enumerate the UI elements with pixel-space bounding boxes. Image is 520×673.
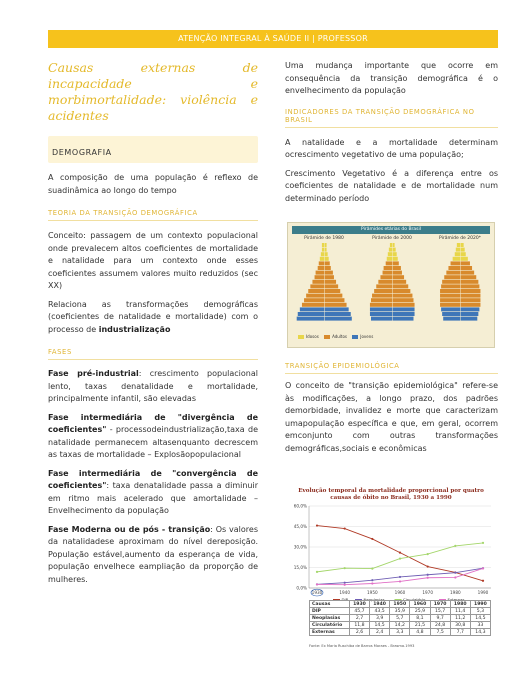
pyramid-bar-female [325, 317, 352, 321]
table-cell: 1960 [410, 601, 430, 608]
pyramid-bar-male [455, 252, 460, 256]
pyramid-bar-female [325, 257, 329, 261]
pyramid-bar-male [453, 257, 460, 261]
pyramid-bar-female [325, 252, 328, 256]
pyramid-bar-male [376, 284, 392, 288]
legend-label: Neoplasias [363, 597, 385, 602]
pyramid-bar-female [393, 312, 415, 316]
series-point [371, 582, 373, 584]
page-title: Causas externas de incapacidade e morbimortalidade: violência e acidentes [48, 60, 258, 123]
series-point [399, 580, 401, 582]
fase-4 [48, 524, 258, 587]
table-cell: 3,9 [370, 615, 390, 622]
pyramid-bar-male [371, 298, 392, 302]
x-tick-label: 1930 [311, 590, 323, 595]
pyramid-bar-female [325, 298, 345, 302]
fase-4-text: : Os valores da natalidadese aproximam do nível dereposição. População estável,aumento da esperança de vida, população envelhece eampliação da proporção de mulheres. [48, 524, 259, 584]
chart-table [309, 600, 491, 636]
pyramid-bar-female [461, 243, 464, 247]
table-cell: 25,9 [410, 608, 430, 615]
pyramid-bar-female [325, 243, 327, 247]
series-point [344, 584, 346, 586]
pyramid-bar-male [443, 317, 460, 321]
table-cell: Causas [310, 601, 350, 608]
pyramid-bar-male [304, 298, 324, 302]
pyramid-bar-male [441, 284, 460, 288]
pyramid-bar-female [461, 303, 481, 307]
pyramid-bar-male [297, 317, 324, 321]
pyramid-2000-graphic [362, 243, 422, 333]
pyramid-bar-male [374, 289, 392, 293]
pyramid-bar-male [440, 303, 460, 307]
pyramid-title-bar [292, 226, 490, 234]
fase-3-text: : taxa denatalidade passa a diminuir em ritmo mais acelerado que amortalidade – Envelhecimento da população [48, 481, 258, 515]
table-cell: 11,4 [450, 608, 470, 615]
table-cell: 14,5 [470, 615, 490, 622]
x-tick-label: 1940 [339, 590, 351, 595]
table-cell: 1970 [430, 601, 450, 608]
conceito-text: Conceito: passagem de um contexto populacional onde prevalecem altos coeficientes de mortalidade e natalidade para um contexto onde esses coeficientes assumem valores muito reduzidos (sec XX) [48, 231, 258, 290]
left-column [48, 60, 258, 586]
pyramid-bar-female [393, 271, 402, 275]
pyramid-bar-male [380, 275, 392, 279]
pyramid-bar-female [325, 280, 337, 284]
pyramid-bar-male [370, 303, 392, 307]
pyramid-bar-male [440, 298, 460, 302]
table-cell: Circulatório [310, 622, 350, 629]
table-cell: 2,7 [349, 615, 369, 622]
pyramid-bar-male [383, 271, 392, 275]
pyramid-bar-female [393, 303, 415, 307]
table-cell: 30,8 [450, 622, 470, 629]
table-cell: 5,7 [390, 615, 410, 622]
pyramid-bar-female [393, 294, 413, 298]
series-point [482, 542, 484, 544]
pyramid-bar-male [448, 266, 460, 270]
pyramid-label: Pirâmide de 1980 [304, 236, 344, 241]
pyramid-bar-male [442, 280, 460, 284]
pyramid-bar-female [393, 317, 414, 321]
mortality-chart [287, 488, 495, 650]
y-tick-label: 0,0% [296, 585, 307, 591]
table-row [310, 622, 491, 629]
table-cell: 5,3 [470, 608, 490, 615]
pyramid-2000 [362, 236, 422, 333]
table-cell: 1950 [390, 601, 410, 608]
pyramid-bar-male [312, 280, 324, 284]
series-point [316, 583, 318, 585]
table-cell: 33 [470, 622, 490, 629]
table-row [310, 615, 491, 622]
pyramid-bar-male [306, 294, 324, 298]
right-column [285, 60, 498, 205]
table-cell: 11,2 [450, 615, 470, 622]
pyramid-figure [287, 222, 495, 348]
fase-1-title: Fase pré-industrial [48, 369, 139, 378]
pyramid-label: Pirâmide de 2000 [372, 236, 412, 241]
table-cell: 24,8 [430, 622, 450, 629]
series-point [454, 572, 456, 574]
fases-heading: FASES [48, 348, 258, 360]
section-demografia [48, 136, 258, 163]
series-point [427, 565, 429, 567]
pyramid-bar-male [457, 243, 460, 247]
pyramid-bar-male [384, 266, 392, 270]
pyramid-legend [294, 334, 373, 339]
pyramid-bar-male [318, 266, 324, 270]
pyramid-label: Pirâmide de 2020* [439, 236, 481, 241]
pyramid-bar-female [393, 280, 407, 284]
table-cell: Externas [310, 629, 350, 636]
pyramid-bar-male [310, 284, 324, 288]
chart-source: Fonte: Ex Maria Ruschiba de Barros Moraes - Brasma.1993 [309, 644, 415, 648]
x-tick-label: 1970 [422, 590, 434, 595]
header-title: ATENÇÃO INTEGRAL À SAÚDE II | PROFESSOR [178, 34, 368, 43]
table-cell: 7,5 [430, 629, 450, 636]
series-point [344, 582, 346, 584]
epid-text: O conceito de "transição epidemiológica" refere-se às modificações, a longo prazo, dos padrões demorbidade, invalidez e morte que caracterizam umapopulação específica e que, em geral, ocorrem emconjunto com outras transformações demográficas,sociais e econômicas [285, 381, 498, 453]
pyramid-bar-male [322, 248, 324, 252]
pyramid-bar-female [461, 307, 480, 311]
pyramid-bar-female [461, 261, 470, 265]
pyramid-bar-female [393, 284, 409, 288]
pyramid-bar-male [300, 307, 324, 311]
pyramid-bar-female [461, 275, 477, 279]
pyramid-bar-female [393, 307, 415, 311]
fase-2-title: Fase intermediária de "divergência de coeficientes" [48, 412, 258, 434]
pyramid-bar-female [325, 261, 330, 265]
series-point [454, 576, 456, 578]
series-point [399, 576, 401, 578]
series-point [316, 571, 318, 573]
pyramid-bar-male [441, 307, 460, 311]
pyramid-bar-male [319, 261, 324, 265]
pyramid-bar-female [393, 252, 397, 256]
series-point [399, 552, 401, 554]
pyramid-bar-female [393, 298, 414, 302]
pyramid-bar-female [393, 261, 399, 265]
fase-3 [48, 468, 258, 518]
fase-3-title: Fase intermediária de "convergência de coeficientes" [48, 468, 258, 490]
series-point [371, 538, 373, 540]
pyramid-bar-male [370, 312, 392, 316]
pyramid-bar-female [393, 248, 396, 252]
table-cell: 35,9 [390, 608, 410, 615]
pyramid-bar-female [393, 266, 401, 270]
series-point [344, 567, 346, 569]
table-cell: 3,3 [390, 629, 410, 636]
table-cell: 4,8 [410, 629, 430, 636]
table-cell: 8,1 [410, 615, 430, 622]
table-cell: 9,7 [430, 615, 450, 622]
table-cell: 1930 [349, 601, 369, 608]
demografia-text: A composição de uma população é reflexo de suadinâmica ao longo do tempo [48, 173, 258, 195]
x-tick-label: 1990 [477, 590, 489, 595]
pyramid-bar-female [461, 294, 481, 298]
pyramid-bar-male [308, 289, 324, 293]
pyramid-bar-female [393, 275, 405, 279]
header-bar [48, 30, 498, 48]
natalidade-text: A natalidade e a mortalidade determinam ocrescimento vegetativo de uma população; [285, 137, 498, 159]
fase-1 [48, 368, 258, 406]
pyramid-bar-male [370, 307, 392, 311]
pyramid-bar-female [325, 303, 347, 307]
pyramid-bar-male [372, 294, 392, 298]
pyramid-bar-female [325, 284, 339, 288]
pyramid-bar-female [325, 275, 334, 279]
y-tick-label: 15,0% [293, 565, 307, 570]
pyramid-bar-male [321, 252, 324, 256]
table-cell: 1990 [470, 601, 490, 608]
pyramid-2020 [430, 236, 490, 333]
pyramid-bar-female [461, 289, 481, 293]
table-row [310, 629, 491, 636]
legend-swatch-young [352, 335, 358, 339]
pyramid-bar-female [461, 252, 466, 256]
pyramid-bar-male [451, 261, 460, 265]
table-cell: 2,6 [349, 629, 369, 636]
pyramid-bar-male [442, 312, 460, 316]
y-tick-label: 60,0% [293, 503, 307, 509]
pyramid-bar-female [393, 289, 411, 293]
x-tick-label: 1980 [449, 590, 461, 595]
pyramid-bar-female [325, 307, 349, 311]
table-cell: 1980 [450, 601, 470, 608]
table-cell: 14,5 [370, 622, 390, 629]
table-cell: 21,5 [410, 622, 430, 629]
pyramid-bar-male [444, 275, 460, 279]
pyramid-bar-female [393, 243, 395, 247]
fase-2-text: - processodeindustrialização,taxa de natalidade permanecem altasenquanto decrescem as taxas de mortalidade – Explosãopopulacional [48, 425, 258, 459]
epid-heading: TRANSIÇÃO EPIDEMIOLÓGICA [285, 362, 498, 374]
pyramid-bar-female [325, 248, 327, 252]
pyramid-bar-female [461, 266, 473, 270]
table-cell: DIP [310, 608, 350, 615]
table-cell: 15,7 [430, 608, 450, 615]
pyramid-title: Pirâmides etárias do Brasil [360, 227, 421, 232]
pyramid-bar-female [461, 257, 468, 261]
table-cell: 14,2 [390, 622, 410, 629]
pyramid-bar-male [456, 248, 460, 252]
pyramid-bar-female [325, 289, 341, 293]
series-point [427, 553, 429, 555]
series-point [482, 567, 484, 569]
pyramid-bar-male [320, 257, 324, 261]
series-point [344, 527, 346, 529]
chart-plot [287, 502, 495, 602]
pyramid-bar-female [325, 312, 351, 316]
pyramid-bar-female [393, 257, 398, 261]
fase-1-text: : crescimento populacional lento, taxas denatalidade e mortalidade, principalmente infantil, são elevadas [48, 369, 258, 403]
section-demografia-label: DEMOGRAFIA [52, 148, 112, 157]
pyramid-bar-female [461, 271, 475, 275]
pyramid-bar-female [325, 271, 333, 275]
table-cell: 1940 [370, 601, 390, 608]
pyramid-bar-female [325, 266, 331, 270]
relaciona-bold: industrialização [98, 324, 171, 334]
table-row [310, 601, 491, 608]
chart-title: Evolução temporal da mortalidade proporcional por quatro causas de óbito no Brasil, 1930 a 1990 [298, 488, 484, 501]
series-point [427, 574, 429, 576]
fase-2 [48, 412, 258, 462]
pyramid-bar-female [461, 312, 479, 316]
pyramid-2020-graphic [430, 243, 490, 333]
series-point [399, 558, 401, 560]
pyramid-bar-male [390, 243, 392, 247]
pyramid-bar-male [388, 252, 392, 256]
pyramid-1980 [294, 236, 354, 333]
relaciona-pre: Relaciona as transformações demográficas (coeficientes de natalidade e mortalidade) com o processo de [48, 299, 258, 334]
series-point [371, 567, 373, 569]
y-tick-label: 30,0% [293, 544, 307, 550]
pyramid-bar-female [461, 298, 481, 302]
fase-4-title: Fase Moderna ou de pós - transição [48, 524, 211, 534]
legend-label: Idosos [306, 334, 319, 339]
pyramid-bar-male [302, 303, 324, 307]
pyramid-1980-graphic [294, 243, 354, 333]
legend-swatch-old [298, 335, 304, 339]
legend-swatch-adult [324, 335, 330, 339]
indicadores-heading: INDICADORES DA TRANSIÇÃO DEMOGRÁFICA NO BRASIL [285, 108, 498, 128]
pyramid-bar-female [461, 280, 479, 284]
teoria-heading: TEORIA DA TRANSIÇÃO DEMOGRÁFICA [48, 209, 258, 221]
table-row [310, 608, 491, 615]
pyramid-bar-male [316, 271, 324, 275]
pyramid-bar-male [298, 312, 324, 316]
pyramid-bar-male [386, 261, 392, 265]
pyramid-bar-female [461, 248, 465, 252]
pyramid-bar-female [325, 294, 343, 298]
table-cell: Neoplasias [310, 615, 350, 622]
table-cell: 43,5 [370, 608, 390, 615]
x-tick-label: 1950 [366, 590, 378, 595]
table-cell: 7,7 [450, 629, 470, 636]
legend-label: Externas [447, 597, 465, 602]
pyramid-bar-male [389, 248, 392, 252]
x-tick-label: 1960 [394, 590, 406, 595]
intro-text: Uma mudança importante que ocorre em consequência da transição demográfica é o envelhecimento da população [285, 61, 498, 95]
legend-label: Circulatório [403, 597, 426, 602]
series-point [454, 545, 456, 547]
relaciona-text [48, 299, 258, 337]
series-point [427, 577, 429, 579]
table-cell: 45,7 [349, 608, 369, 615]
pyramid-bar-male [371, 317, 392, 321]
pyramid-bar-male [446, 271, 460, 275]
legend-label: DIP [341, 597, 348, 602]
pyramid-bar-male [440, 294, 460, 298]
pyramid-bar-male [315, 275, 324, 279]
legend-label: Jovens [360, 334, 374, 339]
table-cell: 14,3 [470, 629, 490, 636]
series-point [316, 524, 318, 526]
pyramid-bar-male [387, 257, 392, 261]
pyramid-bar-female [461, 284, 480, 288]
y-tick-label: 45,0% [293, 524, 307, 529]
table-cell: 2,4 [370, 629, 390, 636]
series-point [371, 579, 373, 581]
pyramid-bar-male [378, 280, 392, 284]
pyramid-bar-female [461, 317, 478, 321]
pyramid-bar-male [440, 289, 460, 293]
crescimento-text: Crescimento Vegetativo é a diferença entre os coeficientes de natalidade e de mortalidade num determinado período [285, 168, 498, 203]
legend-label: Adultos [332, 334, 348, 339]
series-point [482, 580, 484, 582]
pyramid-bar-male [322, 243, 324, 247]
table-cell: 11,8 [349, 622, 369, 629]
